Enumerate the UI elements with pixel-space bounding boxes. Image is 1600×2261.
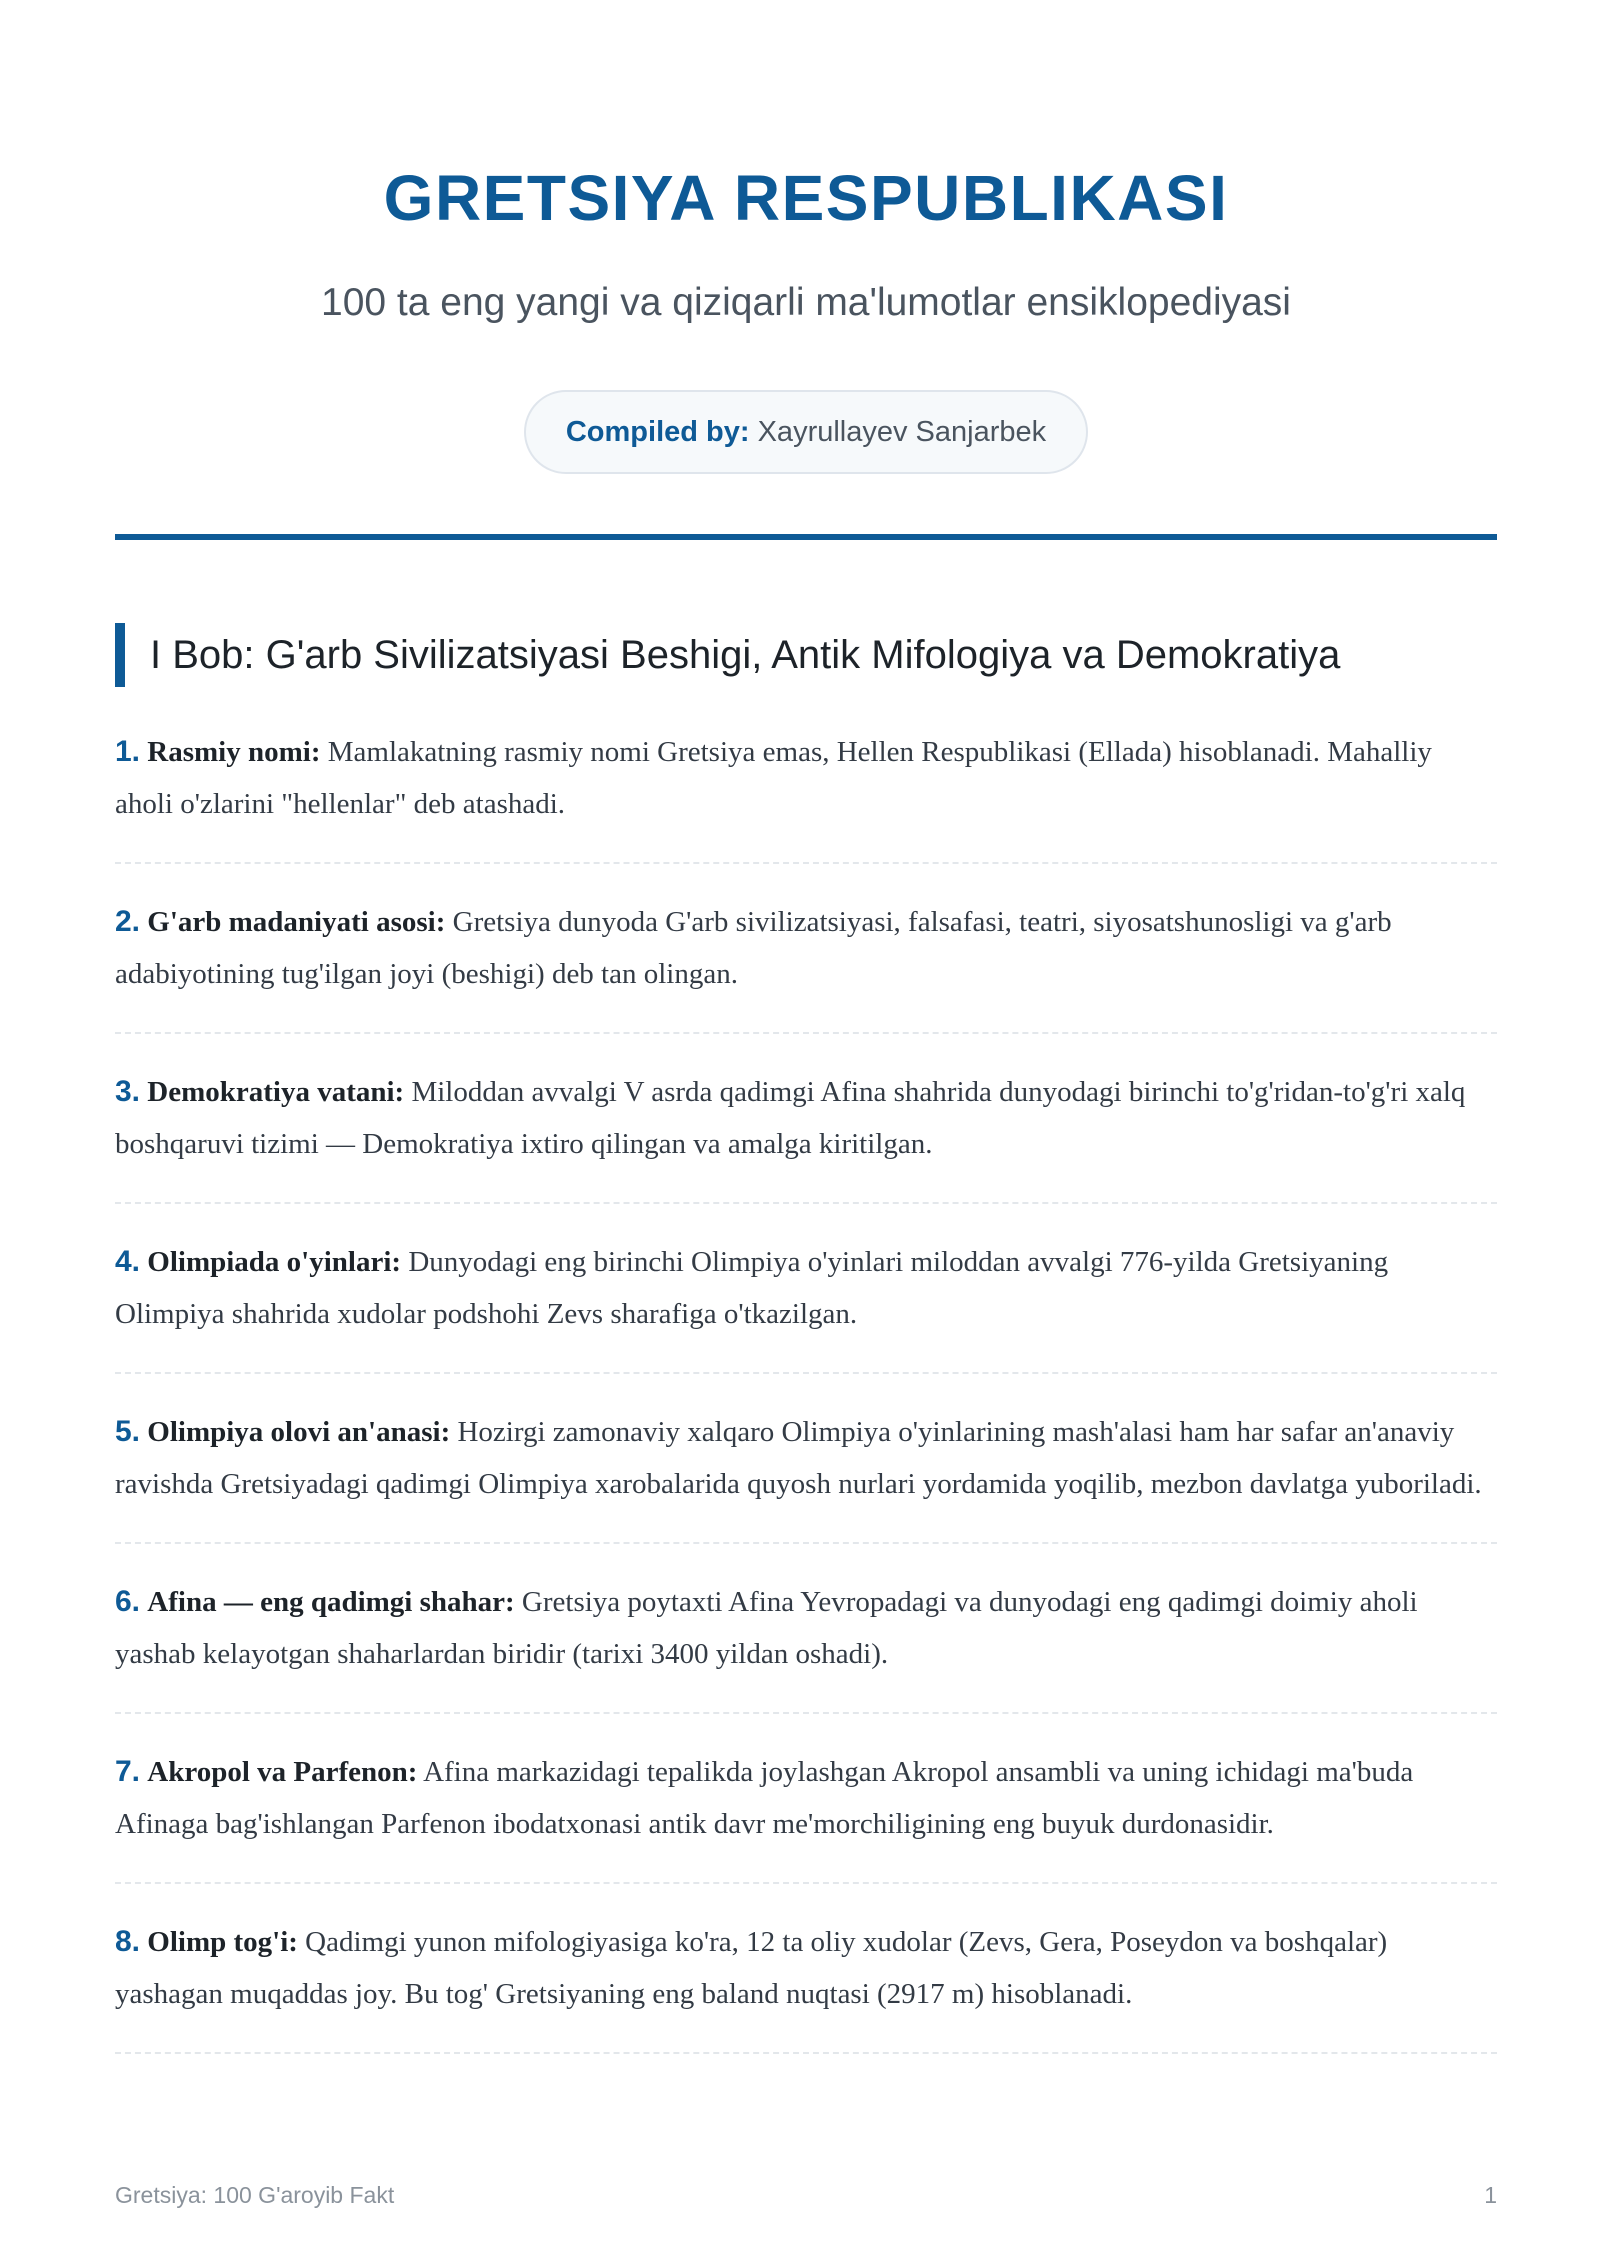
fact-heading: Rasmiy nomi: bbox=[147, 736, 321, 768]
fact-heading: Demokratiya vatani: bbox=[147, 1076, 405, 1108]
fact-number: 2. bbox=[115, 905, 141, 938]
fact-text: Mamlakatning rasmiy nomi Gretsiya emas, Hellen Respublikasi (Ellada) hisoblanadi. Mahalliy aholi o'zlarini "hellenlar" deb atashadi. bbox=[115, 736, 1432, 820]
fact-text: Gretsiya dunyoda G'arb sivilizatsiyasi, falsafasi, teatri, siyosatshunosligi va g'arb adabiyotining tug'ilgan joyi (beshigi) deb tan olingan. bbox=[115, 906, 1392, 990]
fact-number: 6. bbox=[115, 1585, 141, 1618]
page-footer bbox=[115, 2182, 1497, 2209]
document-title: GRETSIYA RESPUBLIKASI bbox=[383, 162, 1229, 234]
fact-number: 4. bbox=[115, 1245, 141, 1278]
fact-heading: Olimpiya olovi an'anasi: bbox=[147, 1416, 451, 1448]
document-subtitle: 100 ta eng yangi va qiziqarli ma'lumotlar ensiklopediyasi bbox=[321, 281, 1291, 324]
chapter-heading: I Bob: G'arb Sivilizatsiyasi Beshigi, Antik Mifologiya va Demokratiya bbox=[115, 623, 1340, 687]
author-name: Xayrullayev Sanjarbek bbox=[757, 416, 1047, 448]
fact-text: Afina markazidagi tepalikda joylashgan Akropol ansambli va uning ichidagi ma'buda Afinaga bag'ishlangan Parfenon ibodatxonasi antik davr me'morchiligining eng buyuk durdonasidir. bbox=[115, 1756, 1414, 1840]
fact-item bbox=[115, 1576, 1497, 1714]
fact-text: Miloddan avvalgi V asrda qadimgi Afina shahrida dunyodagi birinchi to'g'ridan-to'g'ri xalq boshqaruvi tizimi — Demokratiya ixtiro qilingan va amalga kiritilgan. bbox=[115, 1076, 1466, 1160]
page-number: 1 bbox=[1484, 2182, 1497, 2208]
fact-number: 7. bbox=[115, 1755, 141, 1788]
header-divider bbox=[115, 534, 1497, 540]
author-badge bbox=[524, 390, 1088, 474]
fact-text: Hozirgi zamonaviy xalqaro Olimpiya o'yinlarining mash'alasi ham har safar an'anaviy ravishda Gretsiyadagi qadimgi Olimpiya xarobalarida quyosh nurlari yordamida yoqilib, mezbon davlatga yuboriladi. bbox=[115, 1416, 1482, 1500]
document-page bbox=[115, 0, 1497, 2261]
fact-text: Qadimgi yunon mifologiyasiga ko'ra, 12 ta oliy xudolar (Zevs, Gera, Poseydon va boshqalar) yashagan muqaddas joy. Bu tog' Gretsiyaning eng baland nuqtasi (2917 m) hisoblanadi. bbox=[115, 1926, 1388, 2010]
fact-item bbox=[115, 1236, 1497, 1374]
fact-item bbox=[115, 1916, 1497, 2054]
facts-list bbox=[115, 726, 1497, 2086]
fact-number: 8. bbox=[115, 1925, 141, 1958]
fact-item bbox=[115, 1406, 1497, 1544]
fact-item bbox=[115, 1746, 1497, 1884]
fact-heading: Afina — eng qadimgi shahar: bbox=[147, 1586, 515, 1618]
fact-heading: Olimp tog'i: bbox=[147, 1926, 298, 1958]
fact-number: 1. bbox=[115, 735, 141, 768]
fact-heading: Olimpiada o'yinlari: bbox=[147, 1246, 402, 1278]
fact-text: Dunyodagi eng birinchi Olimpiya o'yinlari miloddan avvalgi 776-yilda Gretsiyaning Olimpiya shahrida xudolar podshohi Zevs sharafiga o'tkazilgan. bbox=[115, 1246, 1389, 1330]
fact-heading: Akropol va Parfenon: bbox=[147, 1756, 418, 1788]
footer-title: Gretsiya: 100 G'aroyib Fakt bbox=[115, 2182, 395, 2208]
fact-item bbox=[115, 896, 1497, 1034]
fact-item bbox=[115, 1066, 1497, 1204]
fact-number: 3. bbox=[115, 1075, 141, 1108]
fact-number: 5. bbox=[115, 1415, 141, 1448]
fact-item bbox=[115, 726, 1497, 864]
fact-heading: G'arb madaniyati asosi: bbox=[147, 906, 446, 938]
fact-text: Gretsiya poytaxti Afina Yevropadagi va dunyodagi eng qadimgi doimiy aholi yashab kelayotgan shaharlardan biridir (tarixi 3400 yildan oshadi). bbox=[115, 1586, 1418, 1670]
author-label: Compiled by: bbox=[565, 416, 750, 448]
